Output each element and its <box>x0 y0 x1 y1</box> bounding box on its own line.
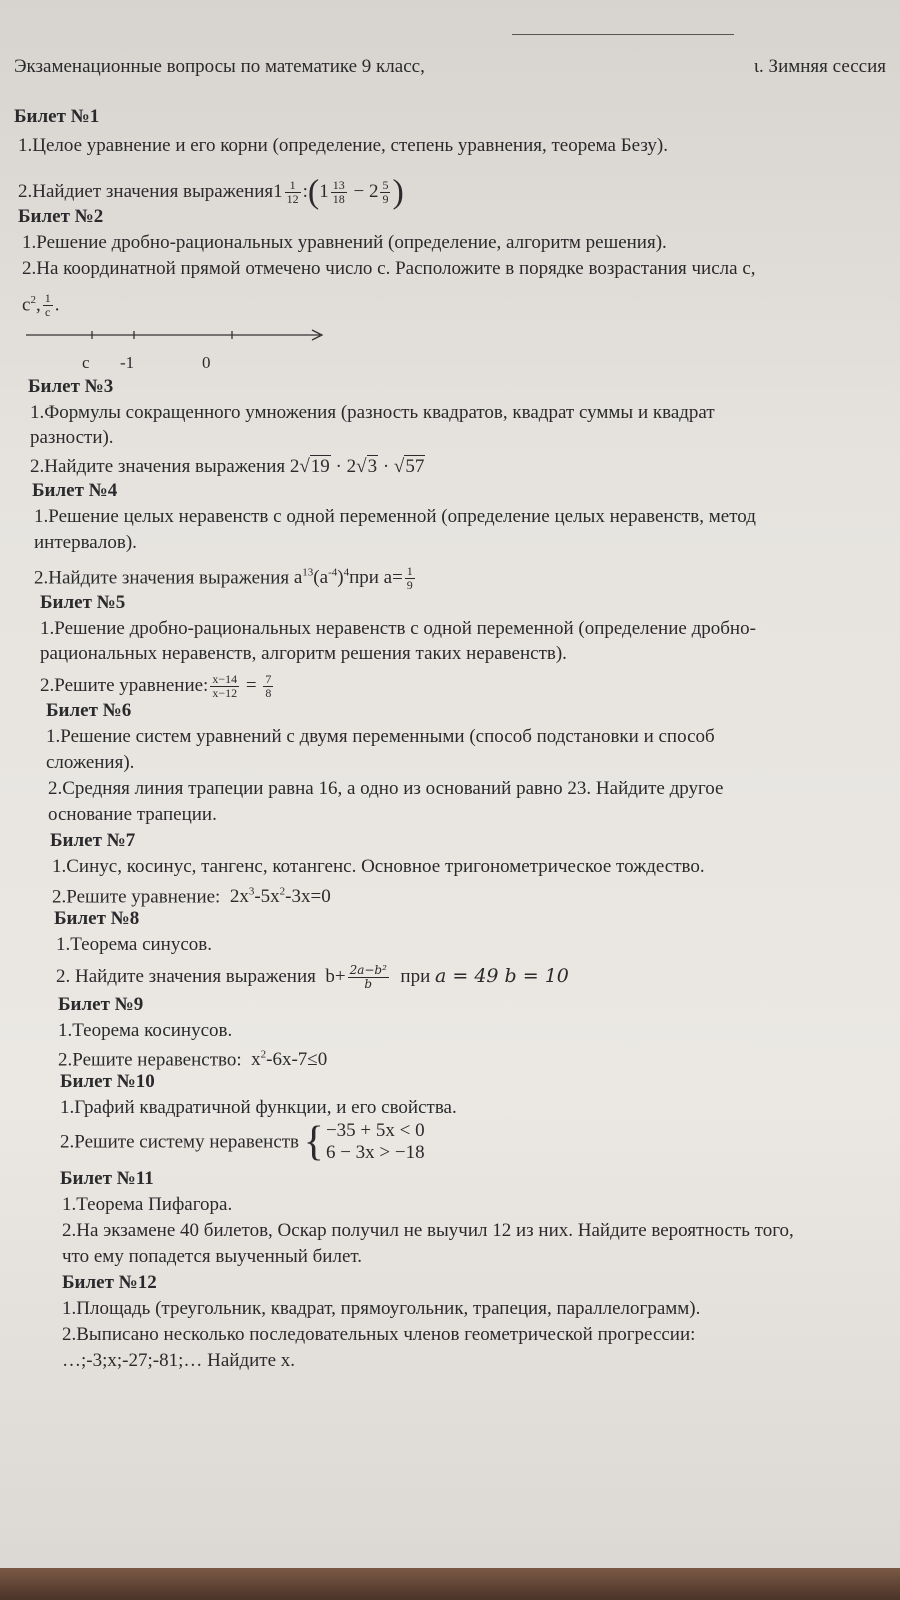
ticket-5-q2: 2.Решите уравнение: $\frac{x-14}{x-12}$ = $\frac{7}{8}$ <box>40 668 275 704</box>
ticket-4-title: Билет №4 <box>32 480 118 501</box>
signature-line <box>512 34 734 35</box>
ticket-8-q1: 1.Теорема синусов. <box>56 934 212 955</box>
session-label: ι. Зимняя сессия <box>753 56 886 77</box>
ticket-2-q2: 2.На координатной прямой отмечено число с. Расположите в порядке возрастания числа с, <box>22 258 756 279</box>
number-line <box>24 328 334 342</box>
ticket-12-q2a: 2.Выписано несколько последовательных членов геометрической прогрессии: <box>62 1324 696 1345</box>
ticket-11-q2b: что ему попадется выученный билет. <box>62 1246 363 1267</box>
expression: b+ $\frac{\text{2a−b²}}{b}$ при a = 49 b = 10 <box>325 963 569 992</box>
ticket-4-q1a: 1.Решение целых неравенств с одной переменной (определение целых неравенств, метод <box>34 506 756 527</box>
table-surface <box>0 1568 900 1600</box>
ticket-6-q1b: сложения). <box>46 752 135 773</box>
ticket-3-q2: 2.Найдите значения выражения 2√19 · 2√3 · √57 <box>30 456 425 477</box>
ticket-10-title: Билет №10 <box>60 1071 155 1092</box>
ticket-6-title: Билет №6 <box>46 700 132 721</box>
ticket-7-q1: 1.Синус, косинус, тангенс, котангенс. Основное тригонометрическое тождество. <box>52 856 705 877</box>
ticket-4-q2: 2.Найдите значения выражения $a^{13}(a^{-4})^4при$ a= $\frac{1}{9}$ <box>34 556 417 595</box>
ticket-11-q2a: 2.На экзамене 40 билетов, Оскар получил не выучил 12 из них. Найдите вероятность того, <box>62 1220 794 1241</box>
ticket-9-title: Билет №9 <box>58 994 144 1015</box>
ticket-1-q1: 1.Целое уравнение и его корни (определение, степень уравнения, теорема Безу). <box>18 135 668 156</box>
ticket-11-q1: 1.Теорема Пифагора. <box>62 1194 233 1215</box>
ticket-4-q1b: интервалов). <box>34 532 137 553</box>
ticket-9-q2: 2.Решите неравенство: $x^2-6x-7\le 0$ <box>58 1049 328 1071</box>
header <box>14 56 886 78</box>
ticket-6-q1a: 1.Решение систем уравнений с двумя переменными (способ подстановки и способ <box>46 726 715 747</box>
ticket-2-title: Билет №2 <box>18 206 104 227</box>
ticket-5-q1b: рациональных неравенств, алгоритм решения таких неравенств). <box>40 643 567 664</box>
expression: 1 $\frac{1}{12}$ :(1 $\frac{13}{18}$ − 2 $\frac{5}{9}$ ) <box>273 173 404 211</box>
expression: $2x^3-5x^2-3x=0$ <box>229 886 331 908</box>
ticket-6-q2b: основание трапеции. <box>48 804 217 825</box>
expression: $a^{13}(a^{-4})^4при$ a= $\frac{1}{9}$ <box>293 564 413 593</box>
inequality-system: { −35 + 5x < 0 6 − 3x > −18 <box>303 1119 425 1165</box>
ticket-6-q2a: 2.Средняя линия трапеции равна 16, а одно из оснований равно 23. Найдите другое <box>48 778 724 799</box>
ticket-1-title: Билет №1 <box>14 106 100 127</box>
expression: $x^2-6x-7\le 0$ <box>251 1049 328 1071</box>
ticket-2-q1: 1.Решение дробно-рациональных уравнений (определение, алгоритм решения). <box>22 232 667 253</box>
ticket-8-title: Билет №8 <box>54 908 140 929</box>
header-title: Экзаменационные вопросы по математике 9 класс, <box>14 56 425 77</box>
expression: 2√19 · 2√3 · √57 <box>289 456 425 477</box>
ticket-12-title: Билет №12 <box>62 1272 157 1293</box>
axis-label-0: 0 <box>202 353 211 372</box>
ticket-2-q2-cont: $с^2$, $\frac{1}{с}$ . <box>22 291 60 320</box>
ticket-11-title: Билет №11 <box>60 1168 154 1189</box>
ticket-10-q2: 2.Решите систему неравенств { −35 + 5x < 0 6 − 3x > −18 <box>60 1119 425 1165</box>
axis-label-minus-1: -1 <box>120 353 135 372</box>
ticket-3-q1a: 1.Формулы сокращенного умножения (разность квадратов, квадрат суммы и квадрат <box>30 402 715 423</box>
ticket-3-title: Билет №3 <box>28 376 114 397</box>
ticket-5-title: Билет №5 <box>40 592 126 613</box>
ticket-1-q2: 2.Найдиет значения выражения1 $\frac{1}{12}$ :(1 $\frac{13}{18}$ − 2 $\frac{5}{9}$ ) <box>18 173 404 211</box>
ticket-7-q2: 2.Решите уравнение: $2x^3-5x^2-3x=0$ <box>52 886 331 908</box>
ticket-8-q2: 2. Найдите значения выражения b+ $\frac{\text{2a−b²}}{b}$ при a = 49 b = 10 <box>56 963 569 992</box>
ticket-10-q1: 1.Графий квадратичной функции, и его свойства. <box>60 1097 457 1118</box>
ticket-5-q1a: 1.Решение дробно-рациональных неравенств с одной переменной (определение дробно- <box>40 618 756 639</box>
axis-label-c: с <box>82 353 90 372</box>
ticket-7-title: Билет №7 <box>50 830 136 851</box>
ticket-3-q1b: разности). <box>30 427 114 448</box>
ticket-9-q1: 1.Теорема косинусов. <box>58 1020 233 1041</box>
ticket-12-q2b: …;-3;x;-27;-81;… Найдите х. <box>62 1350 296 1371</box>
ticket-12-q1: 1.Площадь (треугольник, квадрат, прямоугольник, трапеция, параллелограмм). <box>62 1298 701 1319</box>
expression: $\frac{x-14}{x-12}$ = $\frac{7}{8}$ <box>212 672 272 701</box>
